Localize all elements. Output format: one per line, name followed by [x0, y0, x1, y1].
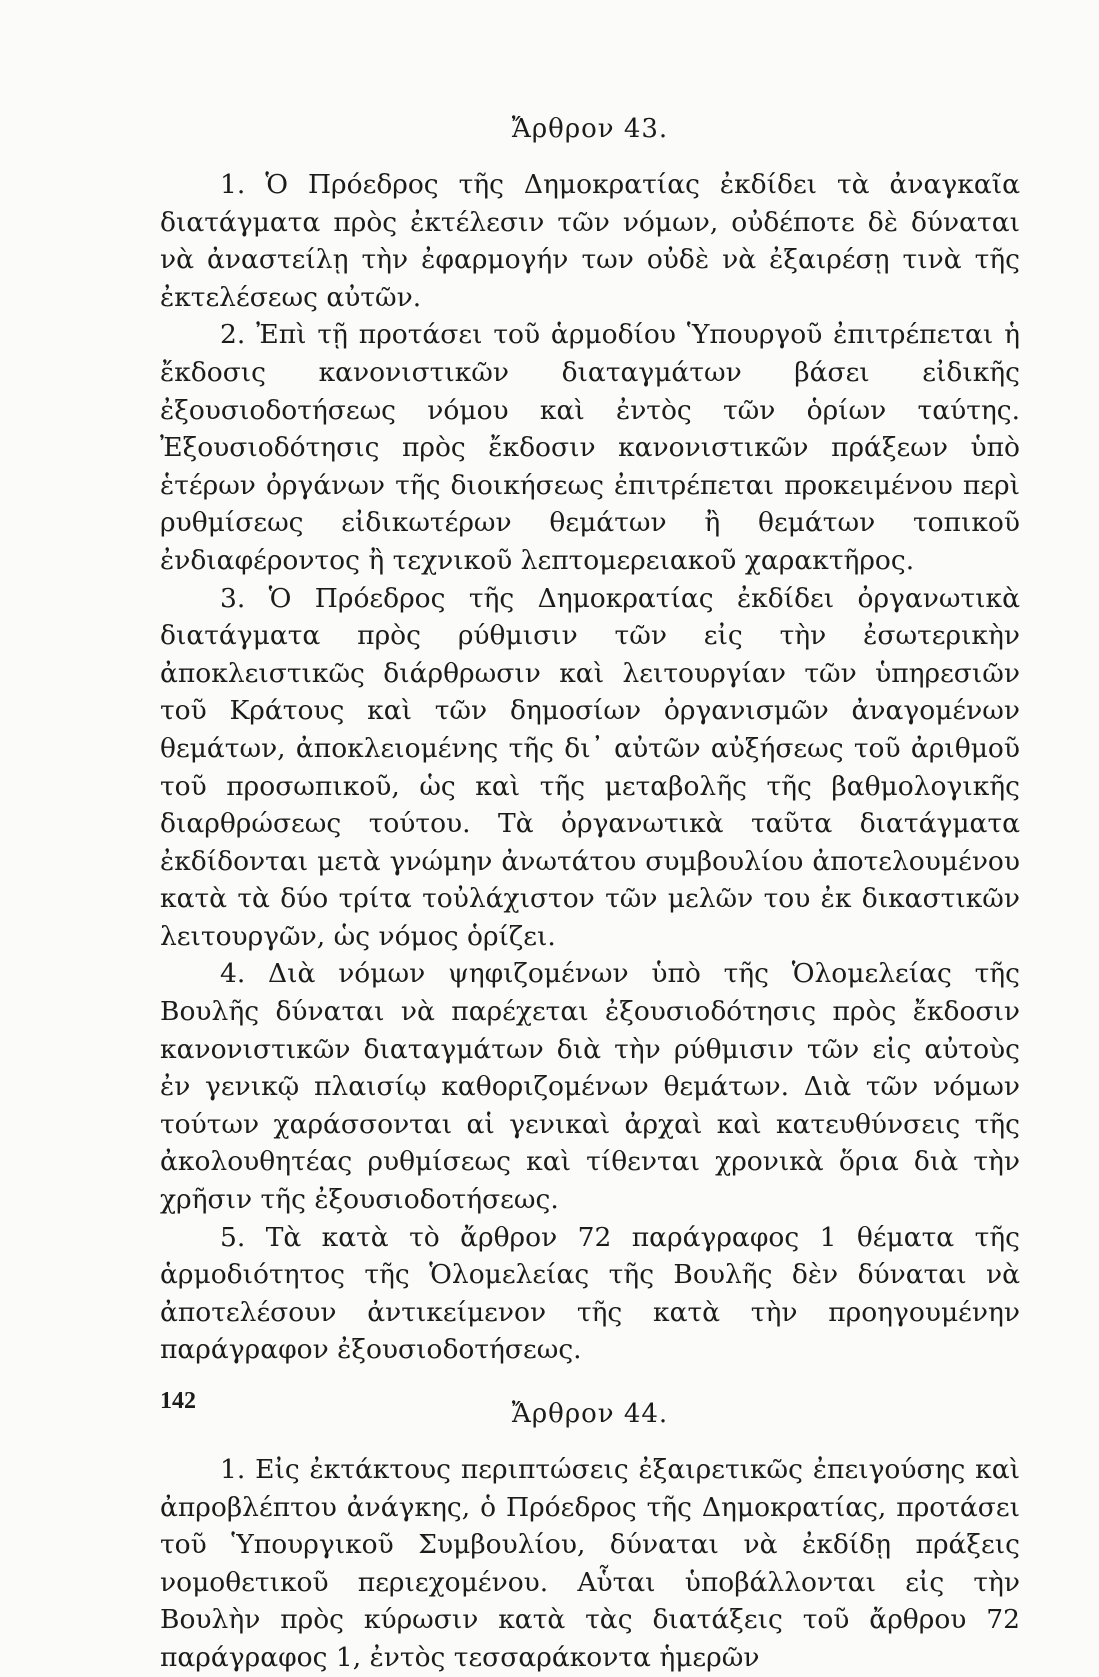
article-43-paragraph-5: 5. Τὰ κατὰ τὸ ἄρθρον 72 παράγραφος 1 θέματα τῆς ἁρμοδιότητος τῆς Ὁλομελείας τῆς Βουλῆς δὲν δύναται νὰ ἀποτελέσουν ἀντικείμενον τῆς κατὰ τὴν προηγουμένην παράγραφον ἐξουσιοδοτήσεως.: [160, 1221, 1020, 1366]
page-body: [160, 112, 1020, 1677]
article-43-paragraph-1: 1. Ὁ Πρόεδρος τῆς Δημοκρατίας ἐκδίδει τὰ ἀναγκαῖα διατάγματα πρὸς ἐκτέλεσιν τῶν νόμων, οὐδέποτε δὲ δύναται νὰ ἀναστείλῃ τὴν ἐφαρμογήν των οὐδὲ νὰ ἐξαιρέσῃ τινὰ τῆς ἐκτελέσεως αὐτῶν.: [160, 169, 1020, 313]
article-44-heading: Ἄρθρον 44.: [511, 1399, 669, 1429]
article-43-paragraph-2: 2. Ἐπὶ τῇ προτάσει τοῦ ἁρμοδίου Ὑπουργοῦ ἐπιτρέπεται ἡ ἔκδοσις κανονιστικῶν διαταγμάτων βάσει εἰδικῆς ἐξουσιοδοτήσεως νόμου καὶ ἐντὸς τῶν ὁρίων ταύτης. Ἐξουσιοδότησις πρὸς ἔκδοσιν κανονιστικῶν πράξεων ὑπὸ ἑτέρων ὀργάνων τῆς διοικήσεως ἐπιτρέπεται προκειμένου περὶ ρυθμίσεως εἰδικωτέρων θεμάτων ἢ θεμάτων τοπικοῦ ἐνδιαφέροντος ἢ τεχνικοῦ λεπτομερειακοῦ χαρακτῆρος.: [160, 319, 1020, 576]
article-43-paragraph-3: 3. Ὁ Πρόεδρος τῆς Δημοκρατίας ἐκδίδει ὀργανωτικὰ διατάγματα πρὸς ρύθμισιν τῶν εἰς τὴν ἐσωτερικὴν ἀποκλειστικῶς διάρθρωσιν καὶ λειτουργίαν τῶν ὑπηρεσιῶν τοῦ Κράτους καὶ τῶν δημοσίων ὀργανισμῶν ἀναγομένων θεμάτων, ἀποκλειομένης τῆς δι᾽ αὐτῶν αὐξήσεως τοῦ ἀριθμοῦ τοῦ προσωπικοῦ, ὡς καὶ τῆς μεταβολῆς τῆς βαθμολογικῆς διαρθρώσεως τούτου. Τὰ ὀργανωτικὰ ταῦτα διατάγματα ἐκδίδονται μετὰ γνώμην ἀνωτάτου συμβουλίου ἀποτελουμένου κατὰ τὰ δύο τρίτα τοὐλάχιστον τῶν μελῶν του ἐκ δικαστικῶν λειτουργῶν, ὡς νόμος ὁρίζει.: [160, 582, 1020, 952]
page-number: 142: [160, 1388, 196, 1414]
article-44-paragraph-1: 1. Εἰς ἐκτάκτους περιπτώσεις ἐξαιρετικῶς ἐπειγούσης καὶ ἀπροβλέπτου ἀνάγκης, ὁ Πρόεδρος τῆς Δημοκρατίας, προτάσει τοῦ Ὑπουργικοῦ Συμβουλίου, δύναται νὰ ἐκδίδῃ πράξεις νομοθετικοῦ περιεχομένου. Αὗται ὑποβάλλονται εἰς τὴν Βουλὴν πρὸς κύρωσιν κατὰ τὰς διατάξεις τοῦ ἄρθρου 72 παράγραφος 1, ἐντὸς τεσσαράκοντα ἡμερῶν: [160, 1454, 1020, 1673]
article-43-paragraph-4: 4. Διὰ νόμων ψηφιζομένων ὑπὸ τῆς Ὁλομελείας τῆς Βουλῆς δύναται νὰ παρέχεται ἐξουσιοδότησις πρὸς ἔκδοσιν κανονιστικῶν διαταγμάτων διὰ τὴν ρύθμισιν τῶν εἰς αὐτοὺς ἐν γενικῷ πλαισίῳ καθοριζομένων θεμάτων. Διὰ τῶν νόμων τούτων χαράσσονται αἱ γενικαὶ ἀρχαὶ καὶ κατευθύνσεις τῆς ἀκολουθητέας ρυθμίσεως καὶ τίθενται χρονικὰ ὅρια διὰ τὴν χρῆσιν τῆς ἐξουσιοδοτήσεως.: [160, 958, 1020, 1216]
article-43-heading: Ἄρθρον 43.: [511, 114, 669, 144]
